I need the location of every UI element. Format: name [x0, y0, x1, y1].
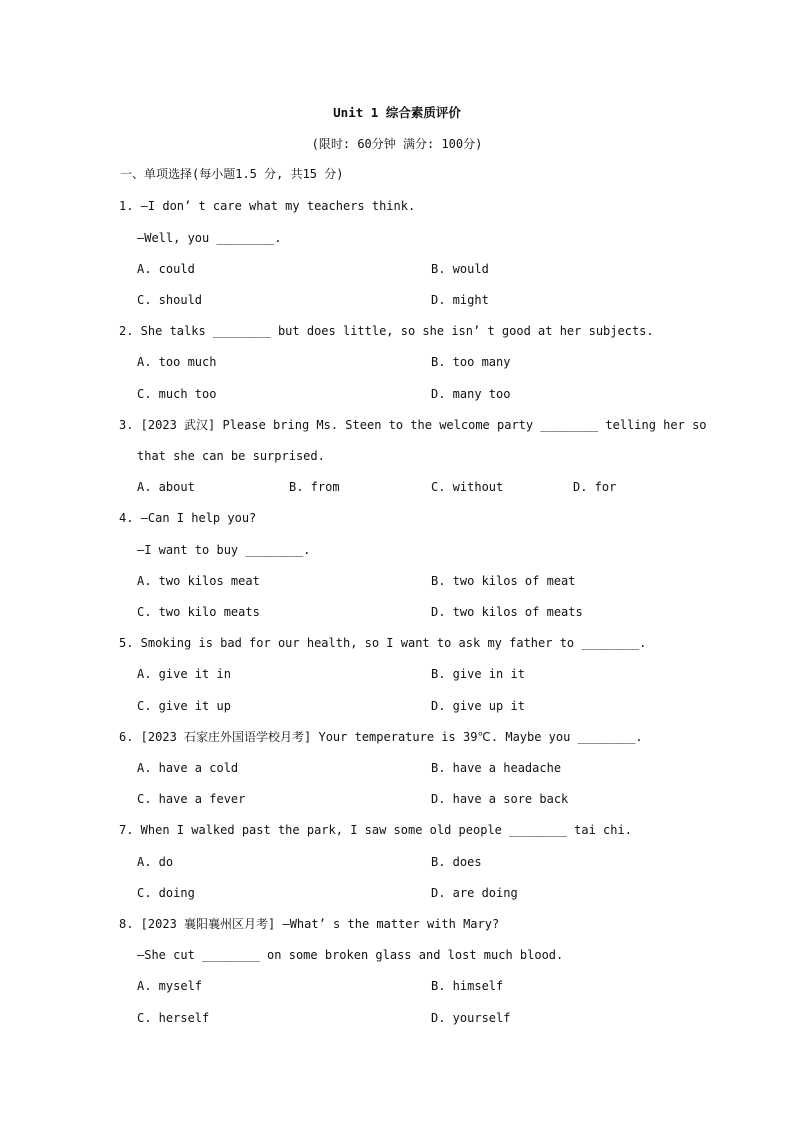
question-2-option-b: B. too many [431, 355, 511, 369]
question-1-stem: 1. —I don’ t care what my teachers think. [119, 199, 416, 213]
question-4-option-b: B. two kilos of meat [431, 574, 576, 588]
question-7-stem: 7. When I walked past the park, I saw some old people ________ tai chi. [119, 823, 632, 837]
question-7-option-a: A. do [137, 855, 174, 869]
question-8-stem: 8. [2023 襄阳襄州区月考] —What’ s the matter with Mary? [119, 917, 500, 931]
question-1-option-b: B. would [431, 262, 489, 276]
page-subtitle: (限时: 60分钟 满分: 100分) [311, 137, 483, 151]
question-8-option-b: B. himself [431, 979, 504, 993]
question-2-option-a: A. too much [137, 355, 217, 369]
question-4-option-a: A. two kilos meat [137, 574, 260, 588]
question-5-option-b: B. give in it [431, 667, 525, 681]
question-4-line2: —I want to buy ________. [137, 543, 311, 557]
question-3-line2: that she can be surprised. [137, 449, 325, 463]
question-6-option-c: C. have a fever [137, 792, 246, 806]
question-3-option-b: B. from [289, 480, 340, 494]
question-7-option-c: C. doing [137, 886, 195, 900]
question-3-option-c: C. without [431, 480, 504, 494]
section-heading: 一、单项选择(每小题1.5 分, 共15 分) [120, 167, 344, 181]
question-8-line2: —She cut ________ on some broken glass and lost much blood. [137, 948, 564, 962]
question-5-stem: 5. Smoking is bad for our health, so I want to ask my father to ________. [119, 636, 647, 650]
page-title: Unit 1 综合素质评价 [333, 105, 461, 120]
question-5-option-d: D. give up it [431, 699, 525, 713]
question-8-option-d: D. yourself [431, 1011, 511, 1025]
question-7-option-d: D. are doing [431, 886, 518, 900]
question-8-option-a: A. myself [137, 979, 203, 993]
question-1-option-c: C. should [137, 293, 203, 307]
question-8-option-c: C. herself [137, 1011, 210, 1025]
question-6-option-b: B. have a headache [431, 761, 562, 775]
question-3-stem: 3. [2023 武汉] Please bring Ms. Steen to the welcome party ________ telling her so [119, 418, 707, 432]
question-3-option-d: D. for [573, 480, 617, 494]
question-4-option-d: D. two kilos of meats [431, 605, 583, 619]
question-2-option-d: D. many too [431, 387, 511, 401]
question-3-option-a: A. about [137, 480, 195, 494]
question-2-option-c: C. much too [137, 387, 217, 401]
question-1-option-d: D. might [431, 293, 489, 307]
question-5-option-a: A. give it in [137, 667, 231, 681]
question-4-option-c: C. two kilo meats [137, 605, 260, 619]
question-5-option-c: C. give it up [137, 699, 231, 713]
question-6-stem: 6. [2023 石家庄外国语学校月考] Your temperature is 39℃. Maybe you ________. [119, 730, 643, 744]
question-7-option-b: B. does [431, 855, 482, 869]
question-1-line2: —Well, you ________. [137, 231, 282, 245]
question-6-option-a: A. have a cold [137, 761, 239, 775]
question-6-option-d: D. have a sore back [431, 792, 569, 806]
question-4-stem: 4. —Can I help you? [119, 511, 257, 525]
question-2-stem: 2. She talks ________ but does little, so she isn’ t good at her subjects. [119, 324, 654, 338]
question-1-option-a: A. could [137, 262, 195, 276]
